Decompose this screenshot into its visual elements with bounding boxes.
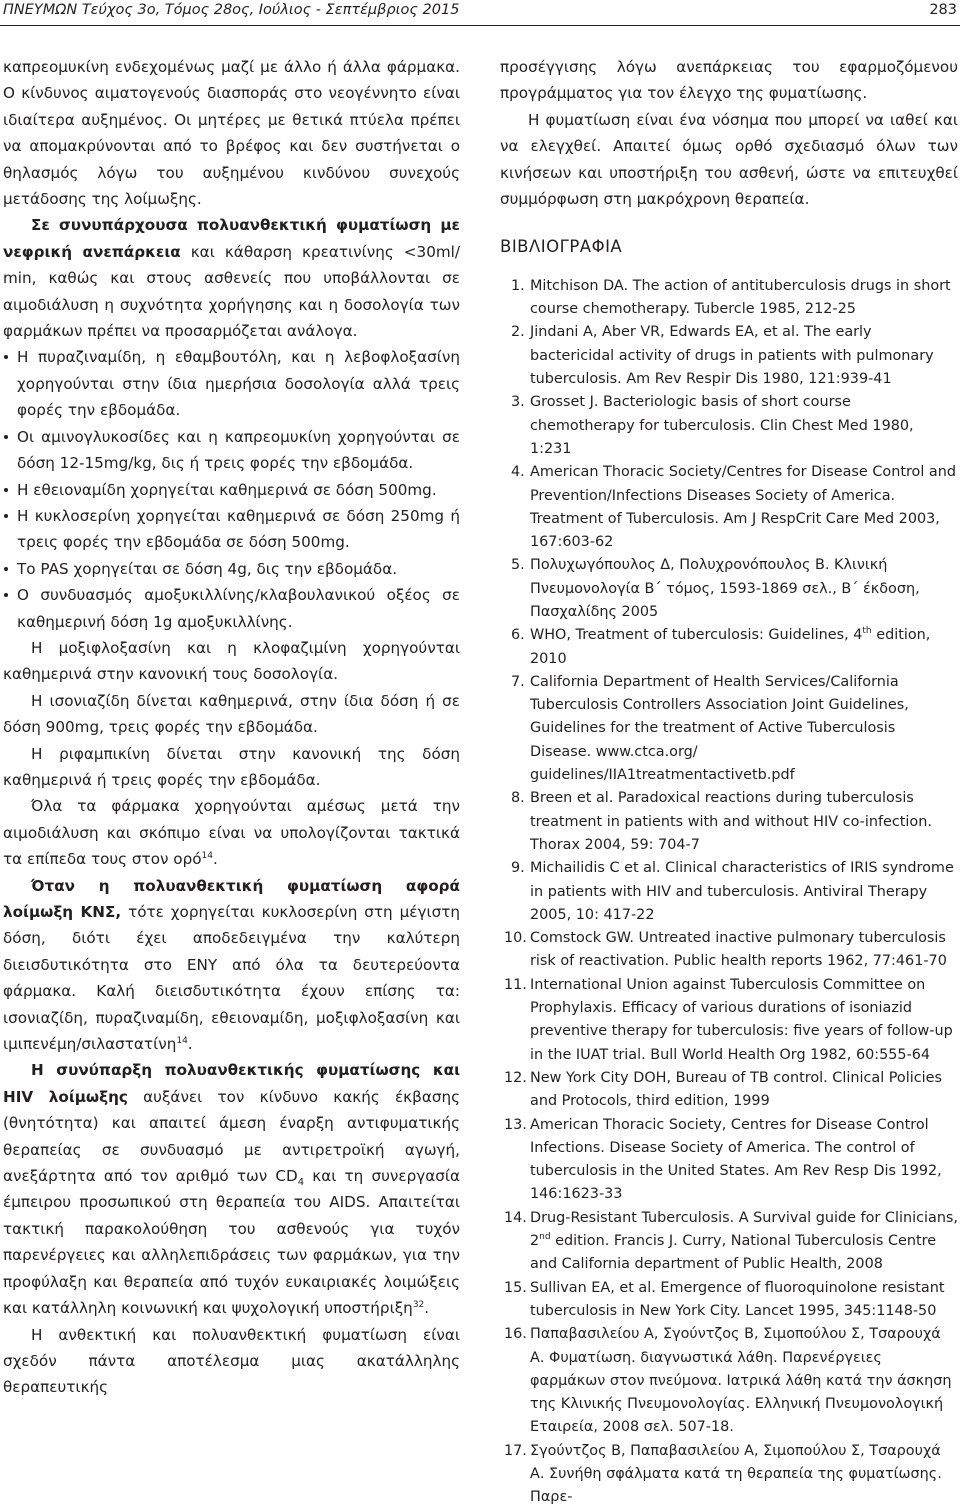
paragraph-text: αυξάνει τον κίνδυνο κακής έκβασης (θνητότητα) και απαιτεί άμεση έναρξη αντιφυματικής θεραπείας σε συνδυασμό με αντιρετροϊκή αγωγή, ανεξάρτητα από τον αριθμό των CD	[3, 1087, 460, 1186]
reference-number: 16.	[504, 1326, 527, 1343]
reference-number: 9.	[511, 860, 525, 877]
reference-text: Πολυχωγόπουλος Δ, Πολυχρονόπουλος Β. Κλινική Πνευμονολογία Β΄ τόμος, 1593-1869 σελ., Β΄ έκδοση, Πασχαλίδης 2005	[530, 557, 920, 620]
reference-text: Sullivan EA, et al. Emergence of fluoroquinolone resistant tuberculosis in New York City. Lancet 1995, 345:1148-50	[530, 1279, 945, 1319]
reference-list	[500, 275, 958, 1510]
reference-item	[500, 1440, 958, 1510]
reference-text: Παπαβασιλείου Α, Σγούντζος Β, Σιμοπούλου Σ, Τσαρουχά Α. Φυματίωση. διαγνωστικά λάθη. Παρενέργειες φαρμάκων στον πνεύμονα. Ιατρικά λάθη κατά την άσκηση της Κλινικής Πνευμονολογίας. Ελληνική Πνευμονολογική Εταιρεία, 2008 σελ. 507-18.	[530, 1326, 952, 1436]
bullet-item: Η πυραζιναμίδη, η εθαμβουτόλη, και η λεβοφλοξασίνη χορηγούνται στην ίδια ημερήσια δοσολογία αλλά τρεις φορές την εβδομάδα.	[3, 344, 460, 423]
reference-item	[500, 461, 958, 554]
reference-item	[500, 275, 958, 322]
reference-text: New York City DOH, Bureau of TB control. Clinical Policies and Protocols, third edition, 1999	[530, 1069, 942, 1110]
reference-text: edition, 2010	[530, 627, 931, 667]
reference-text: American Thoracic Society, Centres for Disease Control Infections. Disease Society of America. The control of tuberculosis in the United States. Am Rev Resp Dis 1992, 146:1623-33	[530, 1116, 942, 1203]
citation: 14	[176, 1036, 188, 1047]
reference-number: 12.	[504, 1069, 527, 1086]
reference-text: Drug-Resistant Tuberculosis. A Survival guide for Clinicians, 2	[530, 1209, 959, 1250]
journal-title: ΠΝΕΥΜΩΝ Τεύχος 3ο, Τόμος 28ος, Ιούλιος - Σεπτέμβριος 2015	[3, 2, 460, 18]
reference-number: 10.	[504, 930, 527, 947]
reference-item	[500, 321, 958, 391]
reference-number: 7.	[511, 673, 525, 690]
reference-item	[500, 927, 958, 974]
page-number: 283	[929, 2, 957, 18]
reference-item	[500, 554, 958, 624]
paragraph: Η φυματίωση είναι ένα νόσημα που μπορεί να ιαθεί και να ελεγχθεί. Απαιτεί όμως ορθό σχεδιασμό όλων των κινήσεων και υποστήριξη του ασθενή, ώστε να επιτευχθεί συμμόρφωση στη μακρόχρονη θεραπεία.	[500, 110, 958, 209]
reference-text: edition. Francis J. Curry, National Tuberculosis Centre and California department of Public Health, 2008	[530, 1233, 937, 1273]
reference-item	[500, 1207, 958, 1277]
paragraph: προσέγγισης λόγω ανεπάρκειας του εφαρμοζόμενου προγράμματος για τον έλεγχο της φυματίωσης.	[500, 58, 958, 103]
reference-text: Breen et al. Paradoxical reactions during tuberculosis treatment in patients with and without HIV co-infection. Thorax 2004, 59: 704-7	[530, 790, 932, 853]
reference-text: Comstock GW. Untreated inactive pulmonary tuberculosis risk of reactivation. Public health reports 1962, 77:461-70	[530, 930, 947, 970]
bullet-item: Οι αμινογλυκοσίδες και η καπρεομυκίνη χορηγούνται σε δόση 12-15mg/kg, δις ή τρεις φορές την εβδομάδα.	[3, 424, 460, 477]
page-header	[0, 0, 960, 22]
superscript: nd	[539, 1232, 551, 1243]
superscript: th	[862, 626, 872, 637]
reference-text: International Union against Tuberculosis Committee on Prophylaxis. Efficacy of various durations of isoniazid preventive therapy for tuberculosis: five years of follow-up in the IUAT trial. Bull World Health Org 1982, 60:555-64	[530, 976, 953, 1063]
reference-number: 3.	[511, 394, 525, 411]
reference-number: 4.	[511, 464, 525, 481]
bullet-item: Η κυκλοσερίνη χορηγείται καθημερινά σε δόση 250mg ή τρεις φορές την εβδομάδα σε δόση 500mg.	[3, 503, 460, 556]
bold-lead: Η συνύπαρξη πολυανθεκτικής φυματίωσης και HIV λοίμωξης	[3, 1061, 460, 1106]
paragraph: Η μοξιφλοξασίνη και η κλοφαζιμίνη χορηγούνται καθημερινά στην κανονική τους δοσολογία.	[3, 638, 460, 684]
bold-lead: Όταν η πολυανθεκτική φυματίωση αφορά λοίμωξη ΚΝΣ,	[3, 876, 460, 921]
left-column	[3, 54, 460, 1401]
paragraph	[3, 1057, 460, 1321]
reference-number: 2.	[511, 324, 525, 341]
paragraph-end: .	[187, 1035, 193, 1054]
reference-item	[500, 857, 958, 927]
paragraph: Η ισονιαζίδη δίνεται καθημερινά, στην ίδια δόση ή σε δόση 900mg, τρεις φορές την εβδομάδα.	[3, 691, 460, 737]
bullet-item: Η εθειοναμίδη χορηγείται καθημερινά σε δόση 500mg.	[3, 477, 460, 503]
paragraph	[3, 212, 460, 344]
bold-lead: Σε συνυπάρχουσα πολυανθεκτική φυματίωση με νεφρική ανεπάρκεια	[3, 216, 460, 261]
paragraph-end: .	[212, 850, 218, 869]
bibliography-heading: ΒΙΒΛΙΟΓΡΑΦΙΑ	[500, 237, 623, 257]
reference-number: 1.	[511, 277, 525, 294]
reference-text: WHO, Treatment of tuberculosis: Guidelines, 4	[530, 627, 863, 644]
bullet-item: Ο συνδυασμός αμοξυκιλλίνης/κλαβουλανικού οξέος σε καθημερινή δόση 1g αμοξυκιλλίνης.	[3, 582, 460, 635]
reference-text: Jindani A, Aber VR, Edwards EA, et al. The early bactericidal activity of drugs in patients with pulmonary tuberculosis. Am Rev Respir Dis 1980, 121:939-41	[530, 324, 934, 388]
paragraph-text: Όλα τα φάρμακα χορηγούνται αμέσως μετά την αιμοδιάλυση και σκόπιμο είναι να υπολογίζονται τακτικά τα επίπεδα τους στον ορό	[3, 797, 460, 869]
reference-item	[500, 1277, 958, 1324]
reference-number: 11.	[504, 976, 527, 993]
paragraph: καπρεομυκίνη ενδεχομένως μαζί με άλλο ή άλλα φάρμακα. Ο κίνδυνος αιματογενούς διασποράς στο νεογέννητο είναι ιδιαίτερα αυξημένος. Οι μητέρες με θετικά πτύελα πρέπει να απομακρύνονται από το βρέφος και δεν συστήνεται ο θηλασμός λόγω του αυξημένου κινδύνου συνεχούς μετάδοσης της λοίμωξης.	[3, 58, 460, 209]
paragraph-text: και κάθαρση κρεατινίνης <30ml/ min, καθώς και στους ασθενείς που υποβάλλονται σε αιμοδιάλυση η συχνότητα χορήγησης και η δοσολογία των φαρμάκων πρέπει να προσαρμόζεται ανάλογα.	[3, 242, 460, 341]
right-column	[500, 54, 958, 1510]
citation: 32	[412, 1300, 425, 1311]
paragraph: Η ριφαμπικίνη δίνεται στην κανονική της δόση καθημερινά ή τρεις φορές την εβδομάδα.	[3, 744, 460, 789]
reference-text: American Thoracic Society/Centres for Disease Control and Prevention/Infections Diseases Society of America. Treatment of Tuberculosis. Am J RespCrit Care Med 2003, 167:603-62	[530, 464, 957, 551]
reference-number: 8.	[511, 790, 525, 807]
reference-item	[500, 391, 958, 461]
reference-text: Mitchison DA. The action of antituberculosis drugs in short course chemotherapy. Tubercle 1985, 212-25	[530, 277, 951, 318]
reference-item	[500, 671, 958, 787]
paragraph-text: τότε χορηγείται κυκλοσερίνη στη μέγιστη δόση, διότι έχει αποδεδειγμένα την καλύτερη διεισδυτικότητα στο ΕΝΥ από όλα τα δευτερεύοντα φάρμακα. Καλή διεισδυτικότητα έχουν επίσης τα: ισονιαζίδη, πυραζιναμίδη, εθειοναμίδη, μοξιφλοξασίνη και ιμιπενέμη/σιλαστατίνη	[3, 903, 460, 1054]
paragraph-text: και τη συνεργασία έμπειρου προσωπικού στη θεραπεία του AIDS. Απαιτείται τακτική παρακολούθηση του ασθενούς για τυχόν παρενέργειες και αλληλεπιδράσεις των φαρμάκων, για την προφύλαξη και θεραπεία από τυχόν ευκαιριακές λοιμώξεις και κατάλληλη κοινωνική και ψυχολογική υποστήριξη	[3, 1167, 460, 1318]
bullet-item: Το PAS χορηγείται σε δόση 4g, δις την εβδομάδα.	[3, 556, 460, 582]
reference-item	[500, 1114, 958, 1207]
citation: 14	[201, 851, 213, 862]
reference-number: 13.	[504, 1116, 527, 1133]
paragraph	[3, 873, 460, 1058]
paragraph-end: .	[424, 1299, 430, 1318]
reference-text: Michailidis C et al. Clinical characteristics of IRIS syndrome in patients with HIV and tuberculosis. Antiviral Therapy 2005, 10: 417-22	[530, 860, 954, 923]
reference-number: 14.	[504, 1209, 527, 1226]
subscript: 4	[297, 1177, 305, 1189]
header-rule	[0, 25, 960, 26]
paragraph	[3, 793, 460, 872]
reference-item	[500, 1323, 958, 1439]
paragraph: Η ανθεκτική και πολυανθεκτική φυματίωση είναι σχεδόν πάντα αποτέλεσμα μιας ακατάλληλης θεραπευτικής	[3, 1325, 460, 1397]
reference-number: 15.	[504, 1279, 527, 1296]
reference-text: Σγούντζος Β, Παπαβασιλείου Α, Σιμοπούλου Σ, Τσαρουχά Α. Συνήθη σφάλματα κατά τη θεραπεία της φυματίωσης. Παρε-	[530, 1442, 942, 1506]
reference-item	[500, 1067, 958, 1114]
reference-number: 17.	[504, 1442, 527, 1459]
reference-number: 5.	[511, 557, 525, 574]
reference-text: California Department of Health Services/California Tuberculosis Controllers Association Joint Guidelines, Guidelines for the treatment of Active Tuberculosis Disease. www.ctca.org/ guidelines/IIA1treatmentactivetb.pdf	[530, 673, 909, 784]
reference-item	[500, 624, 958, 671]
reference-text: Grosset J. Bacteriologic basis of short course chemotherapy for tuberculosis. Clin Chest Med 1980, 1:231	[530, 394, 914, 457]
reference-item	[500, 787, 958, 857]
reference-number: 6.	[511, 627, 525, 644]
reference-item	[500, 974, 958, 1067]
